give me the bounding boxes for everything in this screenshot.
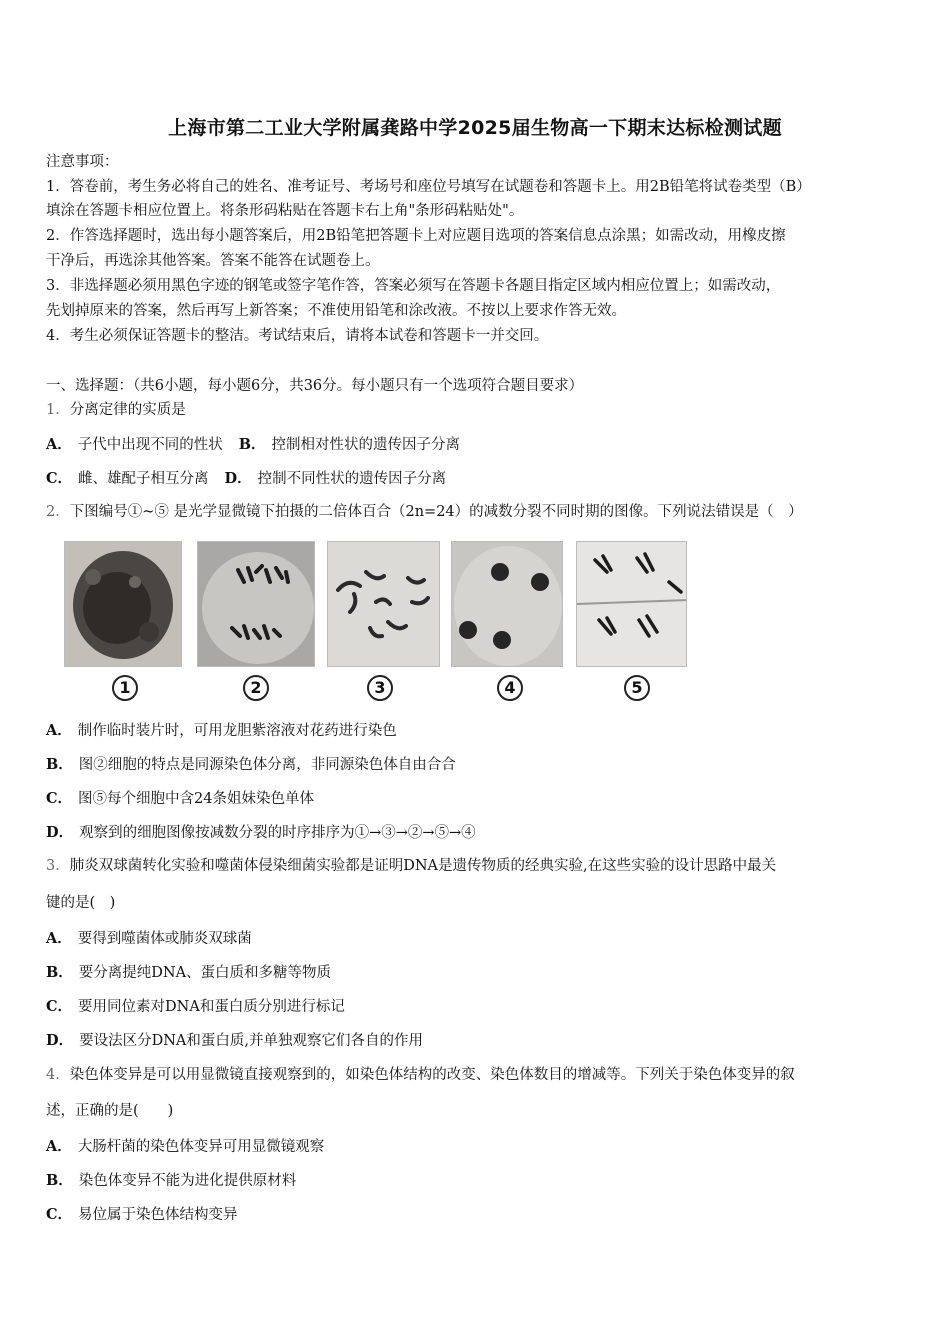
question-number: 1． xyxy=(46,402,70,418)
option-row xyxy=(46,752,916,778)
option-c-letter: C． xyxy=(46,790,73,807)
question-text: 分离定律的实质是 xyxy=(69,402,186,418)
section-heading: 一、选择题：（共6小题，每小题6分，共36分。每小题只有一个选项符合题目要求） xyxy=(46,378,584,394)
figure-label-4: 4 xyxy=(497,675,523,701)
option-a-letter: A． xyxy=(46,1138,72,1155)
option-a-letter: A． xyxy=(46,930,72,947)
question-text: 肺炎双球菌转化实验和噬菌体侵染细菌实验都是证明DNA是遗传物质的经典实验,在这些实验的设计思路中最关 xyxy=(69,858,777,874)
option-b-letter: B． xyxy=(46,964,73,981)
option-c: 雌、雄配子相互分离 xyxy=(78,471,209,487)
option-row xyxy=(46,1134,916,1160)
notice-heading: 注意事项： xyxy=(46,154,119,170)
option-row xyxy=(46,1028,916,1054)
option-b-letter: B． xyxy=(46,1172,73,1189)
question-text-cont: 键的是( ) xyxy=(46,895,116,911)
page-title: 上海市第二工业大学附属龚路中学2025届生物高一下期末达标检测试题 xyxy=(168,117,782,139)
option-c: 易位属于染色体结构变异 xyxy=(78,1207,238,1223)
cell-stage-1-image xyxy=(65,542,182,667)
question-2 xyxy=(46,500,916,525)
option-d-letter: D． xyxy=(224,470,252,487)
cell-stage-2-image xyxy=(198,542,315,667)
notice-line: 4．考生必须保证答题卡的整洁。考试结束后，请将本试卷和答题卡一并交回。 xyxy=(46,328,549,344)
option-a: 大肠杆菌的染色体变异可用显微镜观察 xyxy=(77,1139,325,1155)
option-b: 要分离提纯DNA、蛋白质和多糖等物质 xyxy=(78,965,332,981)
options-row xyxy=(46,466,916,492)
micrograph-1 xyxy=(64,541,182,667)
question-4 xyxy=(46,1063,916,1088)
micrograph-4 xyxy=(451,541,563,667)
question-text: 染色体变异是可以用显微镜直接观察到的，如染色体结构的改变、染色体数目的增减等。下列关于染色体变异的叙 xyxy=(69,1067,795,1083)
cell-stage-4-image xyxy=(452,542,563,667)
option-a: 子代中出现不同的性状 xyxy=(77,437,223,453)
cell-stage-3-image xyxy=(328,542,440,667)
option-d: 观察到的细胞图像按减数分裂的时序排序为①→③→②→⑤→④ xyxy=(79,825,476,841)
figure-label-3: 3 xyxy=(367,675,393,701)
option-b-letter: B． xyxy=(238,436,266,453)
option-a-letter: A． xyxy=(46,722,72,739)
figure-label-5: 5 xyxy=(624,675,650,701)
micrograph-figure xyxy=(64,541,694,703)
option-row xyxy=(46,1168,916,1194)
option-d-letter: D． xyxy=(46,1032,74,1049)
option-c: 要用同位素对DNA和蛋白质分别进行标记 xyxy=(78,999,345,1015)
option-row xyxy=(46,718,916,744)
notice-line: 1．答卷前，考生务必将自己的姓名、准考证号、考场号和座位号填写在试题卷和答题卡上。用2B铅笔将试卷类型（B） xyxy=(46,179,811,195)
option-c: 图⑤每个细胞中含24条姐妹染色单体 xyxy=(78,791,314,807)
notice-line: 填涂在答题卡相应位置上。将条形码粘贴在答题卡右上角"条形码粘贴处"。 xyxy=(46,203,524,219)
figure-label-2: 2 xyxy=(243,675,269,701)
micrograph-2 xyxy=(197,541,315,667)
option-a-letter: A． xyxy=(46,436,72,453)
option-d: 控制不同性状的遗传因子分离 xyxy=(257,471,447,487)
question-3 xyxy=(46,854,916,879)
option-row xyxy=(46,820,916,846)
option-c-letter: C． xyxy=(46,1206,73,1223)
option-row xyxy=(46,1202,916,1228)
notice-line: 2．作答选择题时，选出每小题答案后，用2B铅笔把答题卡上对应题目选项的答案信息点涂黑；如需改动，用橡皮擦 xyxy=(46,228,786,244)
cell-stage-5-image xyxy=(577,542,687,667)
notice-line: 干净后，再选涂其他答案。答案不能答在试题卷上。 xyxy=(46,253,380,269)
micrograph-3 xyxy=(327,541,440,667)
micrograph-5 xyxy=(576,541,687,667)
question-1 xyxy=(46,398,916,423)
question-text-cont: 述，正确的是( ) xyxy=(46,1103,174,1119)
option-a: 要得到噬菌体或肺炎双球菌 xyxy=(77,931,252,947)
option-a: 制作临时装片时，可用龙胆紫溶液对花药进行染色 xyxy=(77,723,397,739)
notice-line: 3．非选择题必须用黑色字迹的钢笔或签字笔作答，答案必须写在答题卡各题目指定区域内相应位置上；如需改动， xyxy=(46,278,781,294)
option-c-letter: C． xyxy=(46,998,73,1015)
option-row xyxy=(46,786,916,812)
options-row xyxy=(46,432,916,458)
option-b-letter: B． xyxy=(46,756,73,773)
option-row xyxy=(46,926,916,952)
option-b: 图②细胞的特点是同源染色体分离，非同源染色体自由合合 xyxy=(78,757,456,773)
question-text: 下图编号①~⑤ 是光学显微镜下拍摄的二倍体百合（2n=24）的减数分裂不同时期的图像。下列说法错误是（ ） xyxy=(69,504,803,520)
option-d: 要设法区分DNA和蛋白质,并单独观察它们各自的作用 xyxy=(79,1033,423,1049)
question-number: 4． xyxy=(46,1067,70,1083)
figure-label-1: 1 xyxy=(112,675,138,701)
option-c-letter: C． xyxy=(46,470,73,487)
option-b: 染色体变异不能为进化提供原材料 xyxy=(78,1173,297,1189)
notice-line: 先划掉原来的答案，然后再写上新答案；不准使用铅笔和涂改液。不按以上要求作答无效。 xyxy=(46,303,626,319)
option-b: 控制相对性状的遗传因子分离 xyxy=(271,437,461,453)
question-number: 2． xyxy=(46,504,70,520)
option-row xyxy=(46,960,916,986)
option-d-letter: D． xyxy=(46,824,74,841)
option-row xyxy=(46,994,916,1020)
question-number: 3． xyxy=(46,858,70,874)
